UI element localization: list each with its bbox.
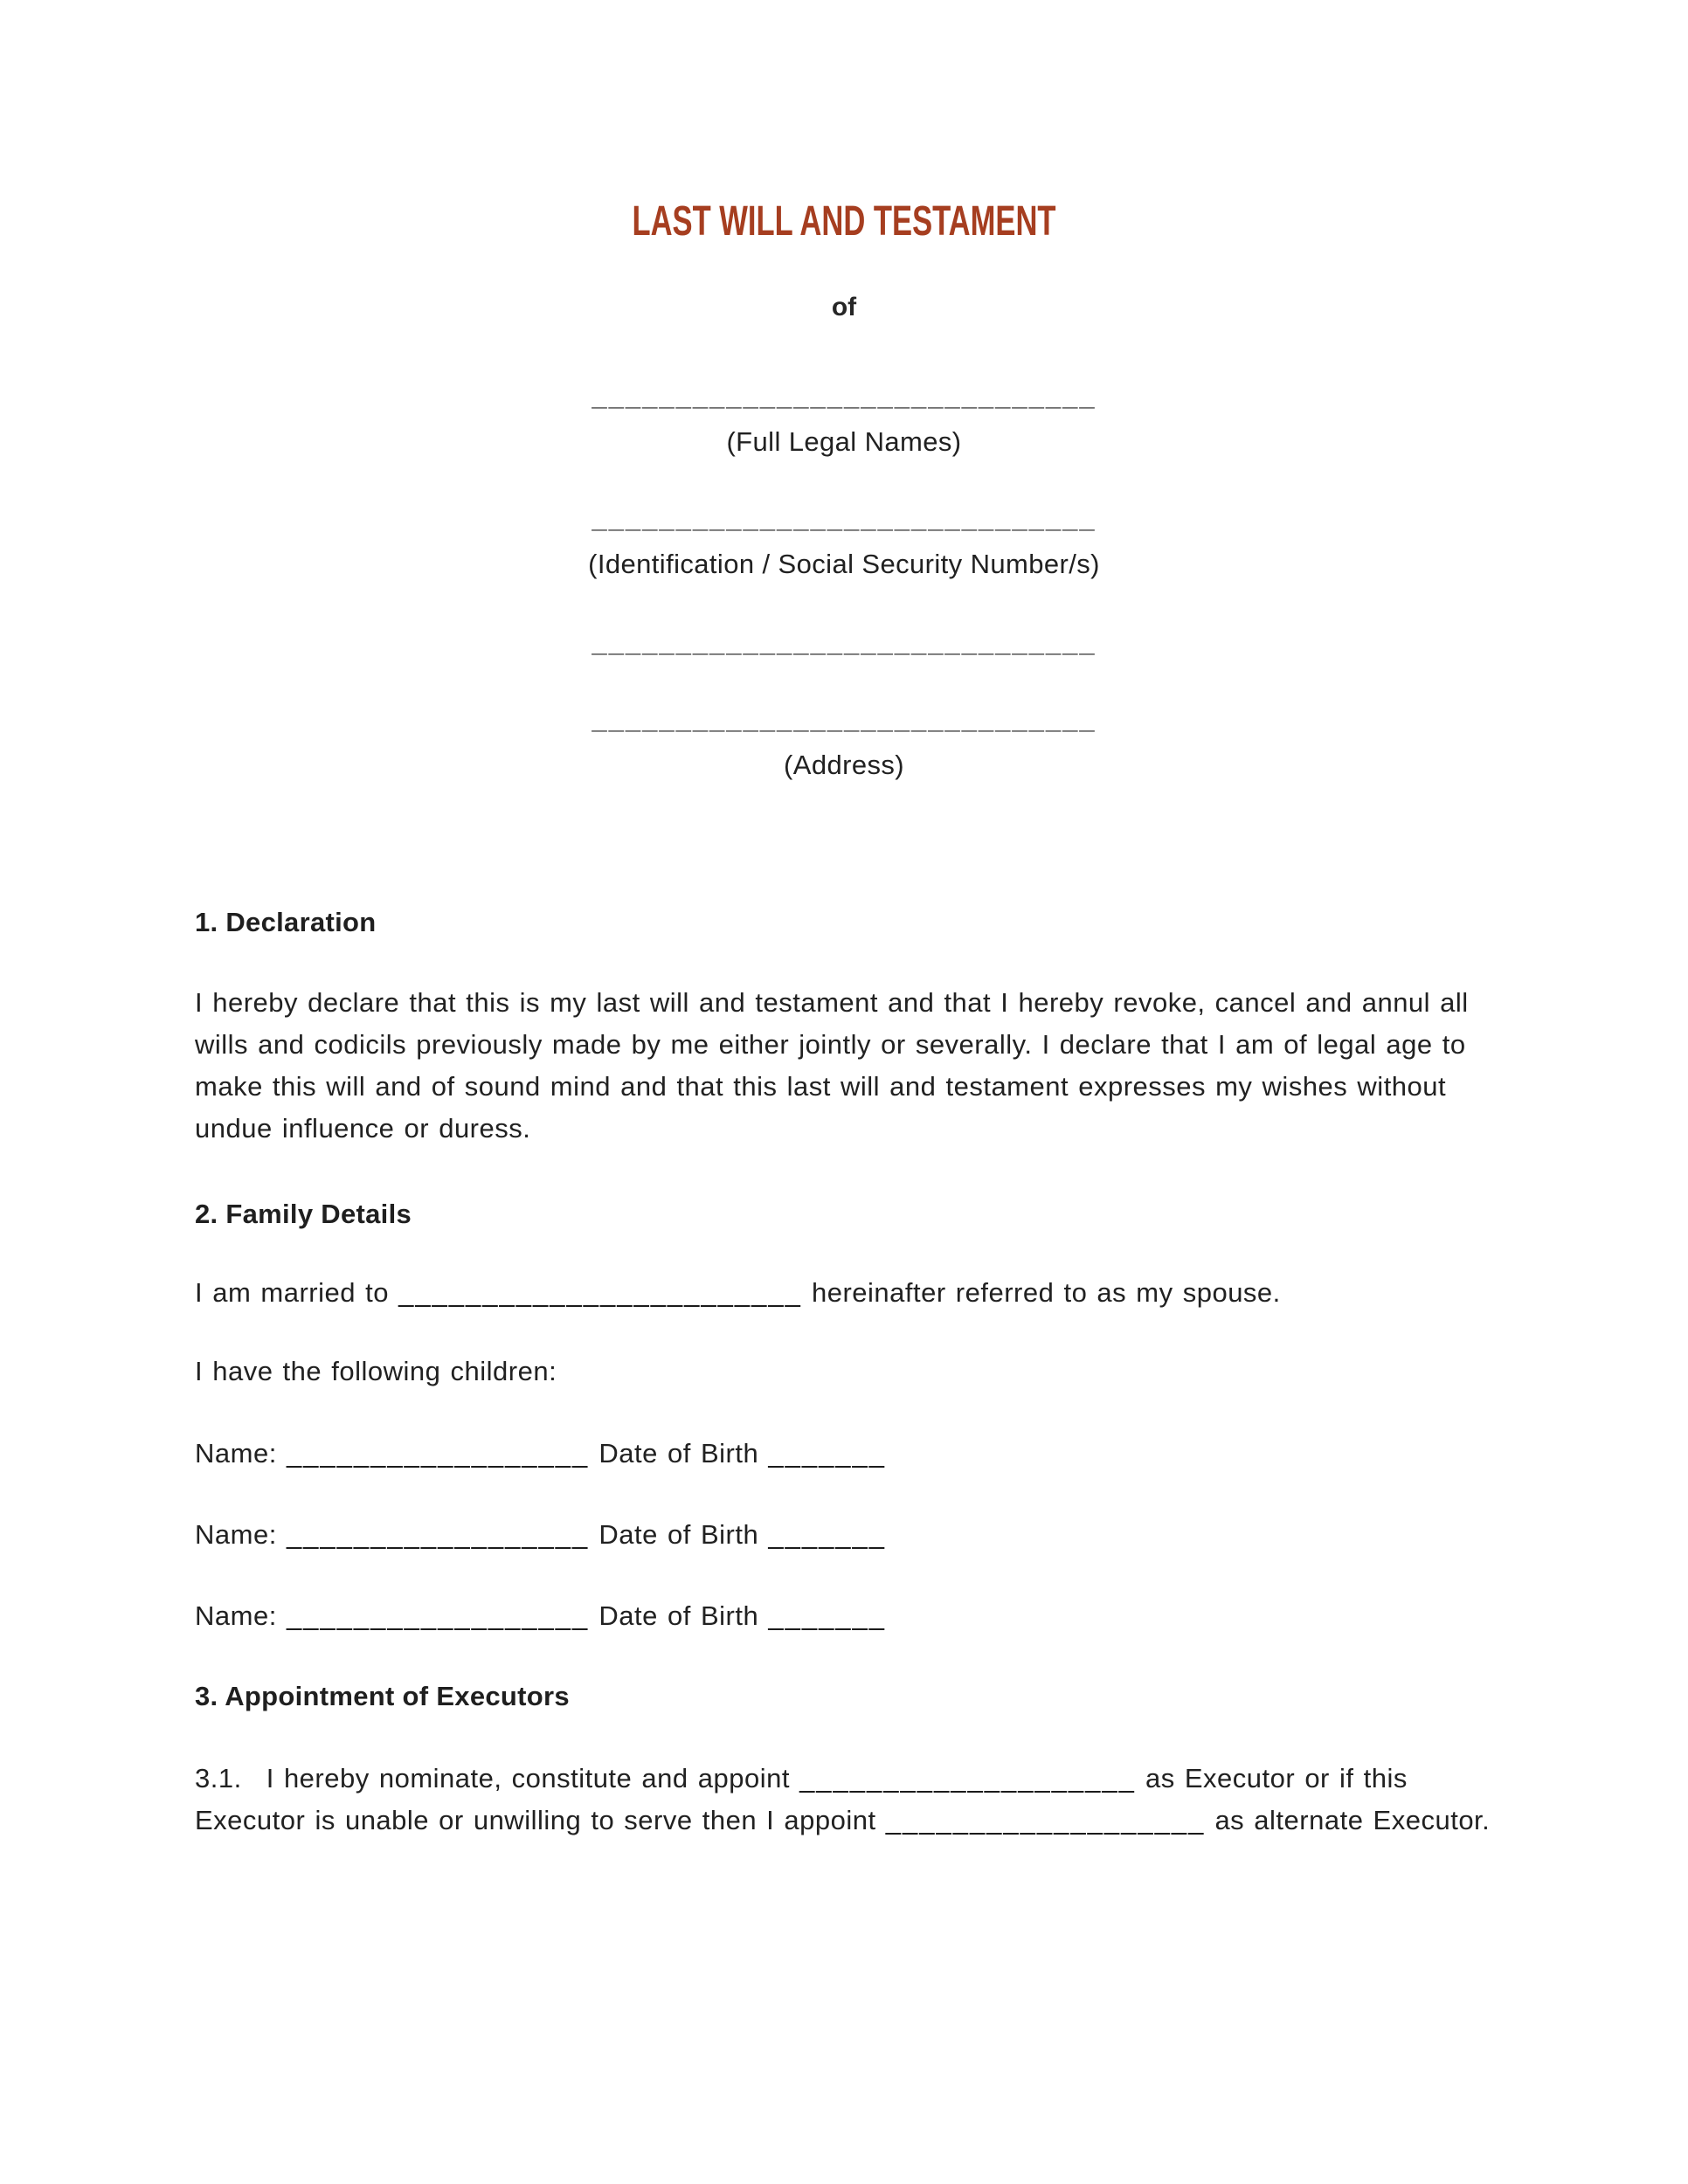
heading-appointment-of-executors: 3. Appointment of Executors bbox=[195, 1681, 570, 1711]
field-identification bbox=[195, 498, 1493, 585]
executors-part3: as alternate Executor. bbox=[1214, 1805, 1491, 1835]
child-dob-blank: _______ bbox=[768, 1600, 887, 1631]
executors-part2: as Executor or if this Executor is unable or unwilling to serve then I appoint bbox=[195, 1763, 1408, 1835]
line-married bbox=[195, 1272, 1493, 1314]
child-name-blank: __________________ bbox=[286, 1519, 590, 1550]
field-address-line-2 bbox=[195, 699, 1493, 786]
paragraph-declaration: I hereby declare that this is my last will and testament and that I hereby revoke, cancel and annul all wills and codicils previously made by me either jointly or severally. I declare that I am of legal age to make this will and of sound mind and that this last will and testament expresses my wishes without undue influence or duress. bbox=[195, 987, 1469, 1144]
document-content bbox=[195, 199, 1493, 1842]
child-dob-blank: _______ bbox=[768, 1519, 887, 1550]
child-row bbox=[195, 1433, 1493, 1475]
child-name-blank: __________________ bbox=[286, 1438, 590, 1469]
heading-family-details: 2. Family Details bbox=[195, 1199, 412, 1229]
name-label: Name: bbox=[195, 1438, 277, 1469]
paragraph-executors bbox=[195, 1758, 1493, 1842]
heading-declaration: 1. Declaration bbox=[195, 907, 377, 937]
blank-line-full-legal-names: ______________________________ bbox=[591, 381, 1097, 411]
caption-identification: (Identification / Social Security Number/s) bbox=[588, 549, 1100, 579]
blank-line-address-2: ______________________________ bbox=[591, 704, 1097, 735]
executors-part1: I hereby nominate, constitute and appoint bbox=[266, 1763, 790, 1794]
child-name-blank: __________________ bbox=[286, 1600, 590, 1631]
dob-label: Date of Birth bbox=[598, 1600, 759, 1631]
caption-full-legal-names: (Full Legal Names) bbox=[726, 426, 962, 457]
blank-line-identification: ______________________________ bbox=[591, 503, 1097, 534]
line-children-intro: I have the following children: bbox=[195, 1356, 557, 1386]
married-suffix: hereinafter referred to as my spouse. bbox=[811, 1277, 1281, 1308]
clause-number: 3.1. bbox=[195, 1763, 242, 1794]
child-dob-blank: _______ bbox=[768, 1438, 887, 1469]
name-label: Name: bbox=[195, 1600, 277, 1631]
field-address-line-1 bbox=[195, 622, 1493, 664]
blank-line-address-1: ______________________________ bbox=[591, 627, 1097, 658]
name-label: Name: bbox=[195, 1519, 277, 1550]
married-prefix: I am married to bbox=[195, 1277, 389, 1308]
document-title: LAST WILL AND TESTAMENT bbox=[632, 198, 1056, 245]
child-row bbox=[195, 1514, 1493, 1556]
dob-label: Date of Birth bbox=[598, 1519, 759, 1550]
executor-name-blank: ____________________ bbox=[799, 1763, 1136, 1794]
subtitle-of: of bbox=[831, 293, 857, 321]
child-row bbox=[195, 1595, 1493, 1637]
alternate-executor-name-blank: ___________________ bbox=[885, 1805, 1206, 1835]
spouse-name-blank: ________________________ bbox=[398, 1277, 802, 1308]
caption-address: (Address) bbox=[784, 750, 904, 780]
dob-label: Date of Birth bbox=[598, 1438, 759, 1469]
field-full-legal-names bbox=[195, 376, 1493, 463]
